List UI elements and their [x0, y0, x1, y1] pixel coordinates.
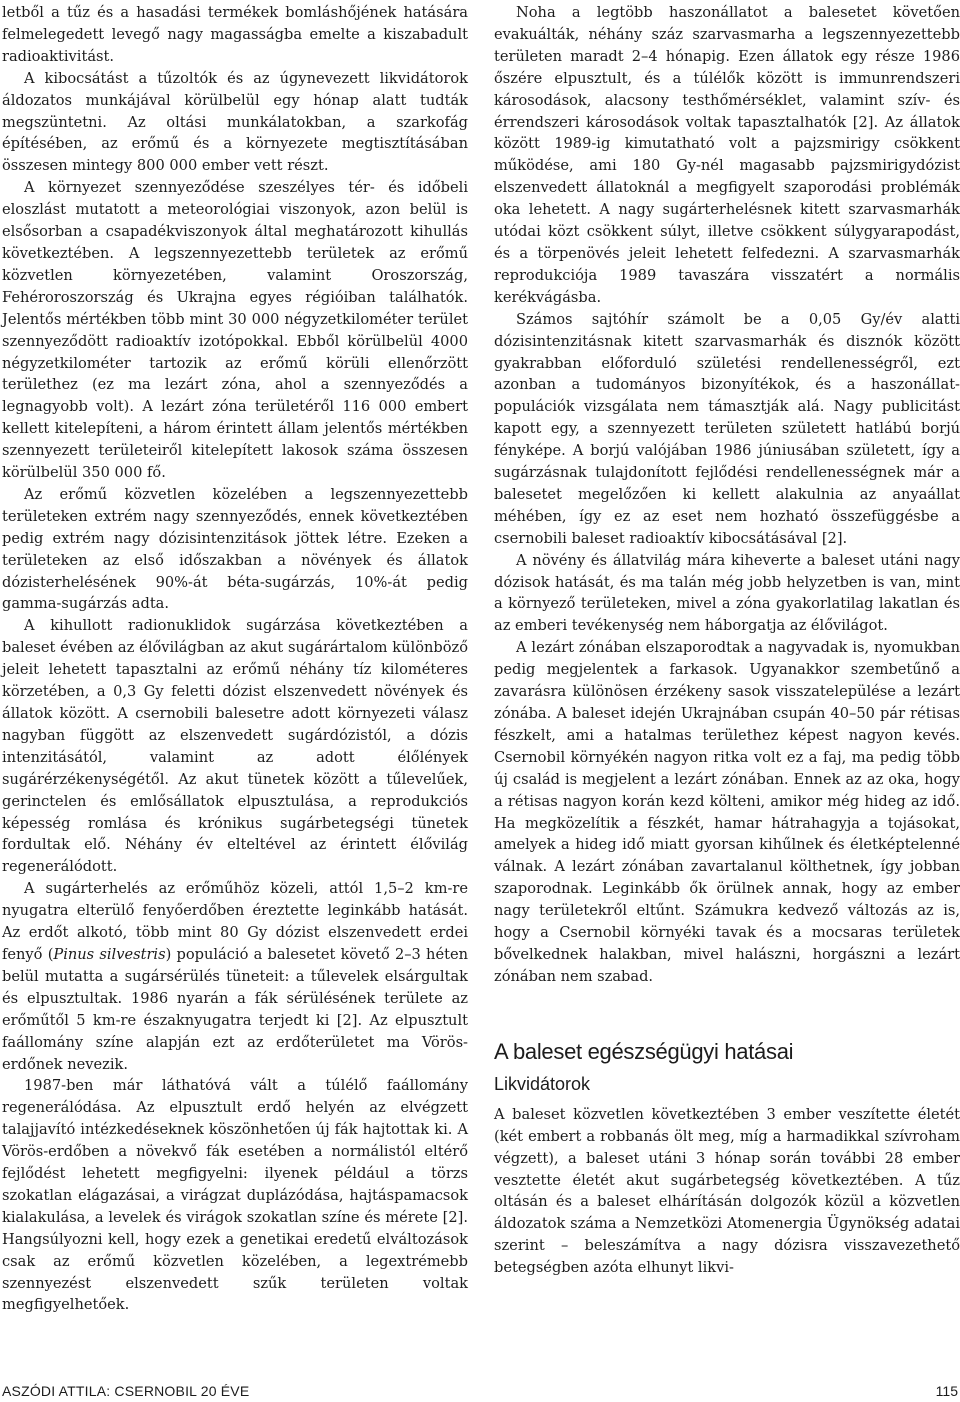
paragraph: A baleset közvetlen következtében 3 ember veszítette életét (két embert a robbanás ölt meg, míg a harmadikkal szívroham végzett), a baleset utáni 3 hónap során további 28 ember vesztette életét akut sugárbetegség következtében. A tűz oltásán és a baleset elhárításán dolgozók közül a közvetlen áldozatok száma a Nemzetközi Atomenergia Ügynökség adatai szerint – beleszámítva a nagy dózisra visszavezethető betegségben azóta elhunyt likvi- — [494, 1105, 960, 1277]
paragraph-text: ) populáció a balesetet követő 2–3 héten belül mutatta a sugársérülés tüneteit: a tűlevelek elsárgultak és elpusztultak. 1986 nyarán a fák sérülésének területe az erőműtől 5 km-re északnyugatra terjedt ki [2]. Az elpusztult faállomány színe alapján ezt az erdőterületet ma Vörös-erdőnek nevezik. — [2, 945, 468, 1073]
paragraph: A növény és állatvilág mára kiheverte a baleset utáni nagy dózisok hatását, és ma talán még jobb helyzetben is van, mint a környező területeken, mivel a zóna gyakorlatilag lakatlan és az emberi tevékenység nem háborgatja az élővilágot. — [494, 551, 960, 635]
paragraph: A kibocsátást a tűzoltók és az úgynevezett likvidátorok áldozatos munkájával körülbelül egy hónap alatt tudták megszüntetni. Az oltási munkálatokban, a szarkofág építésében, az erőmű és a környezete megtisztításában összesen mintegy 800 000 ember vett részt. — [2, 69, 468, 175]
page-number: 115 — [935, 1383, 958, 1399]
left-text-column — [2, 2, 468, 1316]
paragraph: 1987-ben már láthatóvá vált a túlélő faállomány regenerálódása. Az elpusztult erdő helyén az elvégzett talajjavító intézkedéseknek köszönhetően új fák hajtottak ki. A Vörös-erdőben a növekvő fák esetében a normálistól eltérő fejlődést lehetett megfigyelni: ilyenek például a törzs szokatlan elágazásai, a virágzat duplázódása, hajtáspamacsok kialakulása, a levelek és virágok szokatlan színe és mérete [2]. Hangsúlyozni kell, hogy ezek a genetikai eredetű elváltozások csak az erőmű közvetlen közelében, a legextrémebb szennyezést elszenvedett szűk területen voltak megfigyelhetőek. — [2, 1077, 468, 1314]
paragraph: Számos sajtóhír számolt be a 0,05 Gy/év alatti dózisintenzitásnak kitett szarvasmarhák és disznók között gyakrabban előforduló születési rendellenességről, ezt azonban a tudományos bizonyítékok, és a haszonállat-populációk vizsgálata nem támasztják alá. Nagy publicitást kapott egy, a szennyezett területen született hatlábú borjú fényképe. A borjú valójában 1986 júniusában született, így a sugárzásnak tulajdonított fejlődési rendellenességnek már a balesetet megelőzően ki kellett alakulnia az anyaállat méhében, így ez az eset nem hozható összefüggésbe a csernobili baleset radioaktív kibocsátásával [2]. — [494, 310, 960, 547]
paragraph: A környezet szennyeződése szeszélyes tér- és időbeli eloszlást mutatott a meteorológiai viszonyok, azon belül is elsősorban a csapadékviszonyok által meghatározott kihullás következtében. A legszennyezettebb területek az erőmű közvetlen környezetében, valamint Oroszország, Fehéroroszország és Ukrajna egyes régióiban találhatók. Jelentős mértékben több mint 30 000 négyzetkilométer terület szennyeződött radioaktív izotópokkal. Ebből körülbelül 4000 négyzetkilométer tartozik az erőmű körüli ellenőrzött területhez (ez ma lezárt zóna, ahol a szennyeződés a legnagyobb volt). A lezárt zóna területéről 116 000 embert kellett kitelepíteni, a három érintett állam jelentős mértékben szennyezett területeiről kitelepített lakosok száma összesen körülbelül 350 000 fő. — [2, 179, 468, 482]
species-name: Pinus silvestris — [53, 945, 166, 963]
paragraph: letből a tűz és a hasadási termékek bomláshőjének hatására felmelegedett levegő nagy magasságba emelte a kiszabadult radioaktivitást. — [2, 4, 468, 65]
paragraph — [2, 878, 468, 1075]
paragraph-text: A sugárterhelés az erőműhöz közeli, attól 1,5–2 km-re nyugatra elterülő fenyőerdőben éreztette leginkább hatását. Az erdőt alkotó, több mint 80 Gy dózist elszenvedett erdei fenyő ( — [2, 880, 468, 963]
paragraph: A kihullott radionuklidok sugárzása következtében a baleset évében az élővilágban az akut sugárártalom különböző jeleit lehetett tapasztalni az erőmű néhány tíz kilométeres körzetében, a 0,3 Gy feletti dózist elszenvedett növények és állatok között. A csernobili balesetre adott környezeti válasz nagyban függött az elszenvedett sugárdózistól, a dózis intenzitásától, valamint az adott élőlények sugárérzékenységétől. Az akut tünetek között a tűlevelűek, gerinctelen és emlősállatok elpusztulása, a reprodukciós képesség romlása és krónikus sugárbetegségi tünetek fordultak elő. Néhány év elteltével az érintett élővilág regenerálódott. — [2, 617, 468, 876]
section-heading: A baleset egészségügyi hatásai — [494, 1038, 794, 1064]
right-text-column — [494, 2, 960, 1279]
sub-heading: Likvidátorok — [494, 1073, 591, 1094]
paragraph: Noha a legtöbb haszonállatot a balesetet követően evakuálták, néhány száz szarvasmarha a legszennyezettebb területen maradt 2–4 hónapig. Ezen állatok egy része 1986 őszére elpusztult, és a túlélők között is immunrendszeri károsodások, alacsony testhőmérséklet, valamint szív- és érrendszeri károsodások voltak tapasztalhatók [2]. Az állatok között 1989-ig kimutatható volt a pajzsmirigy csökkent működése, ami 180 Gy-nél magasabb pajzsmirigydózist elszenvedett állatoknál a megfigyelt szaporodási problémák oka lehetett. A nagy sugárterhelésnek kitett szarvasmarhák utódai közt csökkent súlyt, illetve csökkent súlygyarapodást, és a törpenövés jeleit lehetett felfedezni. A szarvasmarhák reprodukciója 1989 tavaszára visszatért a normális kerékvágásba. — [494, 4, 960, 306]
paragraph: A lezárt zónában elszaporodtak a nagyvadak is, nyomukban pedig megjelentek a farkasok. Ugyanakkor szembetűnő a zavarásra különösen érzékeny sasok visszatelepülése a lezárt zónába. A baleset idején Ukrajnában csupán 40–50 pár rétisas fészkelt, ami a hatalmas területhez képest nagyon kevés. Csernobil környékén nagyon ritka volt ez a faj, ma pedig több új család is megjelent a lezárt zónában. Ennek az az oka, hogy a rétisas nagyon korán kezd költeni, amikor még hideg az idő. Ha megközelítik a fészkét, hamar hátrahagyja a tojásokat, amelyek a hideg idő miatt gyorsan kihűlnek és életképtelenné válnak. A lezárt zónában zavartalanul költhetnek, így jobban szaporodnak. Leginkább ők örülnek annak, hogy az ember nagy területekről eltűnt. Számukra kedvező változás az is, hogy a Csernobil környéki tavak és a mocsaras területek bővelkednek halakban, mivel halászni, horgászni a lezárt zónában nem szabad. — [494, 639, 960, 985]
paragraph: Az erőmű közvetlen közelében a legszennyezettebb területeken extrém nagy szennyeződés, ennek következtében pedig extrém nagy dózisintenzitások jöttek létre. Ezeken a területeken az első időszakban a növények és állatok dózisterhelésének 90%-át béta-sugárzás, 10%-át pedig gamma-sugárzás adta. — [2, 485, 468, 613]
running-title: ASZÓDI ATTILA: CSERNOBIL 20 ÉVE — [2, 1383, 250, 1399]
